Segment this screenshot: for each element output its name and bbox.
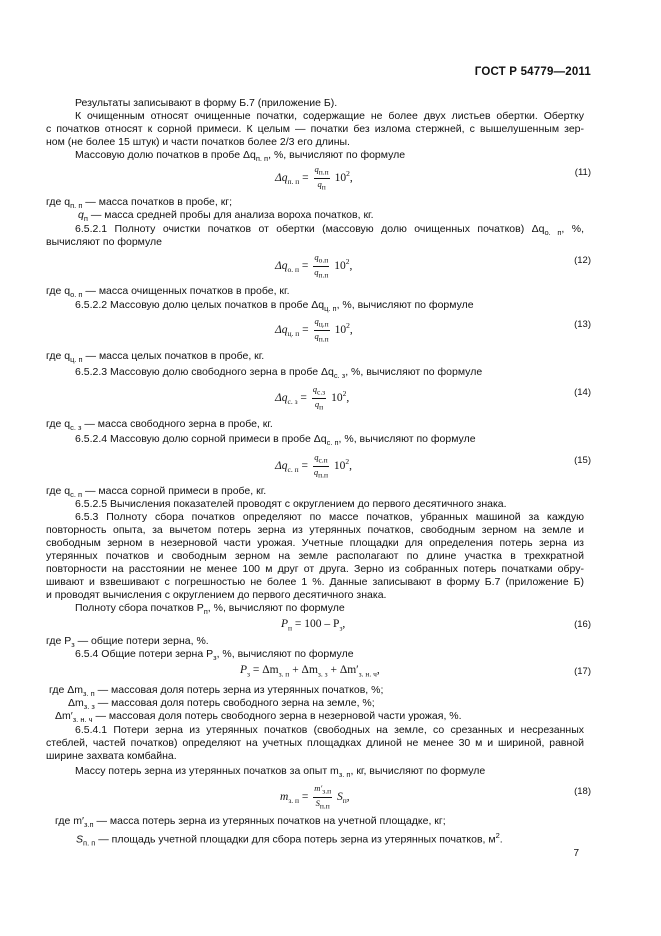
- formula-16-number: (16): [574, 619, 591, 630]
- formula-17: $P_з = \Delta m_{з. п} + \Delta m_{з. з} + \Delta m'_{з. н. ч}$,: [240, 664, 380, 679]
- paragraph-6-5-4: 6.5.4 Общие потери зерна $P_з$, %, вычисляют по формуле: [75, 648, 354, 663]
- formula-11: $\Delta q_{п. п}$ = $\frac{q_{п.п}}{q_п}$ $10^2$,: [275, 164, 353, 192]
- paragraph-6-5-2-3: 6.5.2.3 Массовую долю свободного зерна в пробе $\Delta q_{с. з}$, %, вычисляют по формуле: [75, 366, 483, 381]
- formula-14-number: (14): [574, 387, 591, 398]
- formula-11-number: (11): [574, 167, 591, 178]
- page-number: 7: [573, 848, 579, 859]
- paragraph-mass-losses: Массу потерь зерна из утерянных початков за опыт $m_{з. п}$, кг, вычисляют по формуле: [75, 765, 486, 780]
- where-15: где $q_{с. п}$ — масса сорной примеси в пробе, кг.: [46, 485, 267, 500]
- formula-15-number: (15): [574, 455, 591, 466]
- formula-15: $\Delta q_{с. п}$ = $\frac{q_{с.п}}{q_{п.п}}$ $10^2$,: [275, 452, 352, 480]
- paragraph-results: Результаты записывают в форму Б.7 (приложение Б).: [75, 97, 338, 109]
- paragraph-6-5-2-4: 6.5.2.4 Массовую долю сорной примеси в пробе $\Delta q_{с. п}$, %, вычисляют по формуле: [75, 433, 476, 448]
- formula-16: $P_п = 100 - P_з$,: [281, 618, 346, 633]
- paragraph-6-5-2-2: 6.5.2.2 Массовую долю целых початков в пробе $\Delta q_{ц. п}$, %, вычисляют по формуле: [75, 299, 474, 314]
- where-16: где $P_з$ — общие потери зерна, %.: [46, 635, 209, 650]
- where-11-a: где $q_{п. п}$ — масса початков в пробе, кг;: [46, 196, 233, 211]
- formula-13-number: (13): [574, 319, 591, 330]
- paragraph-6-5-2-5: 6.5.2.5 Вычисления показателей проводят с округлением до первого десятичного знака.: [75, 498, 507, 510]
- formula-18: $m_{з. п}$ = $\frac{m'_{з.п}}{S_{п.п}}$ $S_п$,: [280, 783, 350, 811]
- where-14: где $q_{с. з}$ — масса свободного зерна в пробе, кг.: [46, 418, 273, 433]
- where-12: где $q_{о. п}$ — масса очищенных початков в пробе, кг.: [46, 285, 290, 300]
- paragraph-completeness: Полноту сбора початков $P_п$, %, вычисляют по формуле: [75, 602, 345, 617]
- formula-17-number: (17): [574, 666, 591, 677]
- formula-12-number: (12): [574, 255, 591, 266]
- paragraph-mass-fraction: Массовую долю початков в пробе $\Delta q_{п. п}$, %, вычисляют по формуле: [75, 149, 406, 164]
- where-17-b: $\Delta m_{з. з}$ — массовая доля потерь свободного зерна на земле, %;: [68, 697, 375, 712]
- where-11-b: $q_п$ — масса средней пробы для анализа вороха початков, кг.: [78, 209, 374, 224]
- where-17-a: где $\Delta m_{з. п}$ — массовая доля потерь зерна из утерянных початков, %;: [49, 684, 384, 699]
- where-18-b: $S_{п. п}$ — площадь учетной площадки для сбора потерь зерна из утерянных початков, $м^2$.: [76, 831, 503, 848]
- where-13: где $q_{ц. п}$ — масса целых початков в пробе, кг.: [46, 350, 265, 365]
- formula-13: $\Delta q_{ц. п}$ = $\frac{q_{ц.п}}{q_{п.п}}$ $10^2$,: [275, 316, 353, 344]
- where-17-c: $\Delta m'_{з. н. ч}$ — массовая доля потерь свободного зерна в незерновой части урожая, %.: [55, 710, 462, 725]
- formula-12: $\Delta q_{о. п}$ = $\frac{q_{о.п}}{q_{п.п}}$ $10^2$,: [275, 252, 353, 280]
- formula-18-number: (18): [574, 786, 591, 797]
- formula-14: $\Delta q_{с. з}$ = $\frac{q_{с.з}}{q_п}$ $10^2$,: [275, 384, 350, 412]
- document-code: ГОСТ Р 54779—2011: [474, 66, 591, 78]
- where-18-a: где $m'_{з.п}$ — масса потерь зерна из утерянных початков на учетной площадке, кг;: [55, 815, 446, 830]
